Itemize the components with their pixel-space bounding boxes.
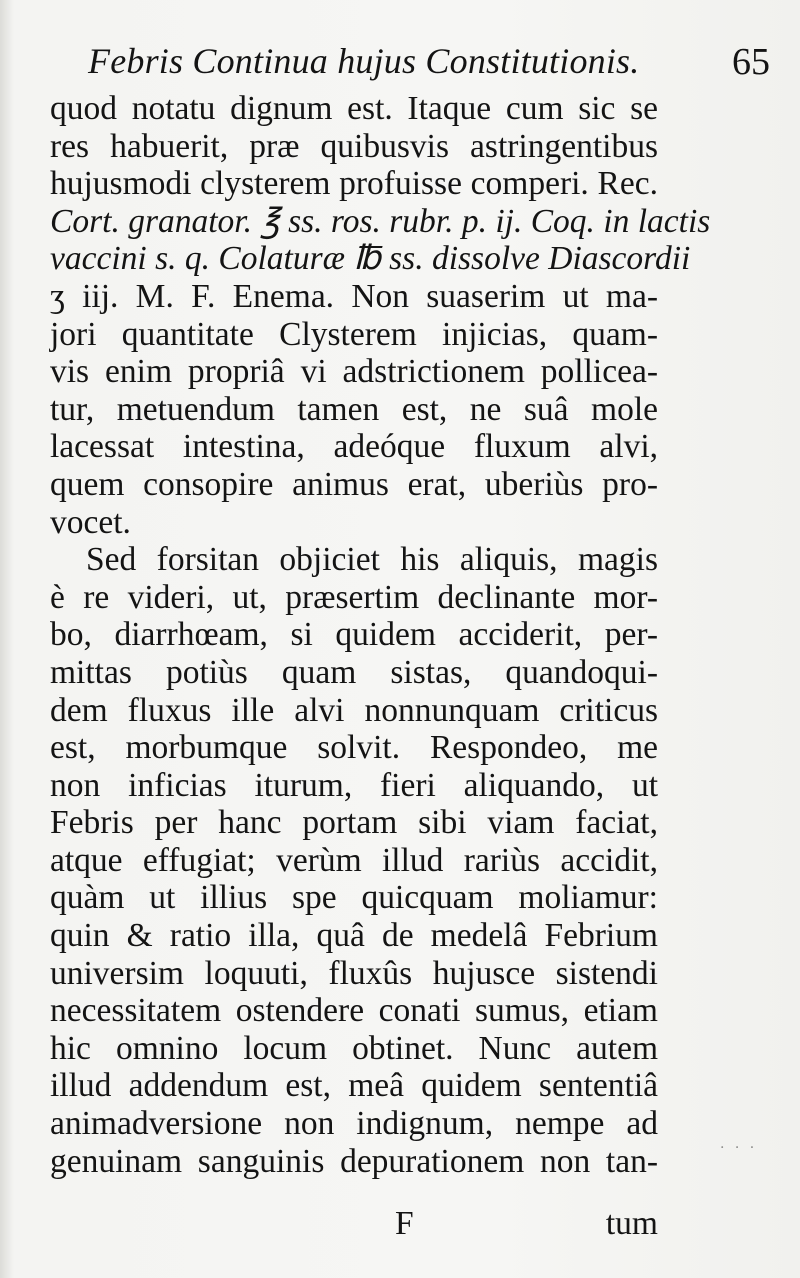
- paragraph-1: [50, 90, 711, 541]
- text-line: tur, metuendum tamen est, ne suâ mole: [50, 390, 658, 428]
- text-line: quem consopire animus erat, uberiùs pro-: [50, 465, 658, 503]
- text-line: Cort. granator. ℥ ss. ros. rubr. p. ij. Coq. in lactis: [50, 202, 711, 240]
- signature-mark: F: [395, 1205, 414, 1242]
- text-line: dem fluxus ille alvi nonnunquam criticus: [50, 691, 658, 729]
- body-text: [50, 90, 711, 1180]
- text-line: non inficias iturum, fieri aliquando, ut: [50, 766, 658, 804]
- page-number: 65: [732, 41, 770, 83]
- text-line: est, morbumque solvit. Respondeo, me: [50, 729, 658, 767]
- text-line: mittas potiùs quam sistas, quandoqui-: [50, 653, 658, 691]
- bleed-through-marks: · · ·: [720, 1140, 758, 1156]
- text-line: lacessat intestina, adeóque fluxum alvi,: [50, 428, 658, 466]
- text-line: Sed forsitan objiciet his aliquis, magis: [86, 541, 658, 579]
- text-line: illud addendum est, meâ quidem sententiâ: [50, 1067, 658, 1105]
- text-line: vocet.: [50, 503, 131, 541]
- text-line: atque effugiat; verùm illud rariùs accidit,: [50, 841, 658, 879]
- text-line: vis enim propriâ vi adstrictionem pollicea-: [50, 353, 658, 391]
- text-line: hic omnino locum obtinet. Nunc autem: [50, 1029, 658, 1067]
- text-line: quod notatu dignum est. Itaque cum sic se: [50, 90, 658, 127]
- text-line: quin & ratio illa, quâ de medelâ Febrium: [50, 917, 658, 955]
- text-line: quàm ut illius spe quicquam moliamur:: [50, 879, 658, 917]
- text-line: necessitatem ostendere conati sumus, etiam: [50, 992, 658, 1030]
- catchword: tum: [605, 1205, 658, 1242]
- paragraph-2: [50, 541, 658, 1180]
- text-line: hujusmodi clysterem profuisse comperi. Rec.: [50, 165, 658, 203]
- text-line: animadversione non indignum, nempe ad: [50, 1105, 658, 1143]
- text-line: genuinam sanguinis depurationem non tan-: [50, 1142, 658, 1180]
- text-line: bo, diarrhœam, si quidem acciderit, per-: [50, 616, 658, 654]
- text-line: vaccini s. q. Colaturæ ℔ ss. dissolve Diascordii: [50, 240, 691, 278]
- running-head: Febris Continua hujus Constitutionis.: [88, 41, 640, 81]
- text-line: ʒ iij. M. F. Enema. Non suaserim ut ma-: [50, 277, 658, 315]
- text-line: Febris per hanc portam sibi viam faciat,: [50, 804, 658, 842]
- text-line: res habuerit, præ quibusvis astringentibus: [50, 127, 658, 165]
- text-line: jori quantitate Clysterem injicias, quam-: [50, 315, 658, 353]
- text-line: universim loquuti, fluxûs hujusce sistendi: [50, 954, 658, 992]
- page-footer: [50, 1205, 658, 1245]
- text-line: è re videri, ut, præsertim declinante mor-: [50, 578, 658, 616]
